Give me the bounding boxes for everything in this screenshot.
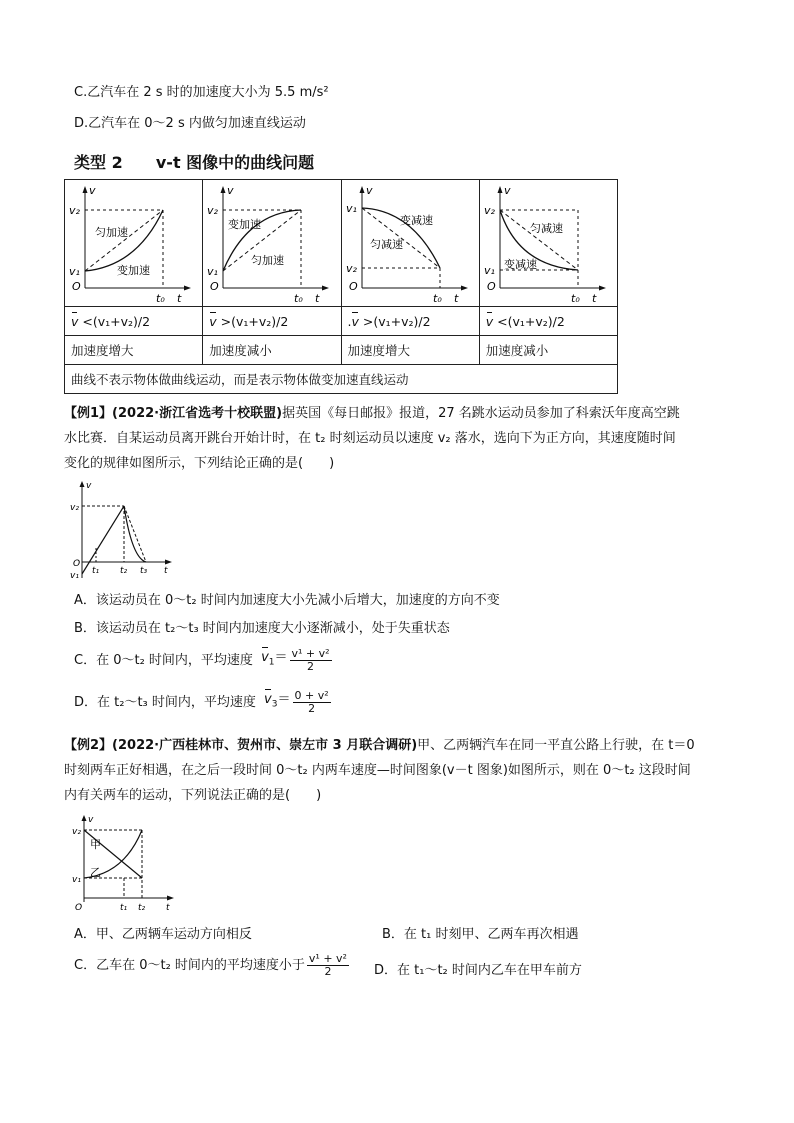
section-heading xyxy=(74,150,314,173)
axis-v-label: v xyxy=(227,184,234,197)
example-1-option-c: C．在 0～t₂ 时间内，平均速度 $v_1=$ $\frac{\text{v¹ + v²}}{2}$ xyxy=(74,647,330,673)
figure-cell-2 xyxy=(203,180,341,307)
origin-label: O xyxy=(73,559,81,569)
v1-label: v₁ xyxy=(207,265,219,278)
example-2-tag: 【例2】 xyxy=(64,738,113,753)
vt-types-table xyxy=(64,179,618,394)
figure-cell-4 xyxy=(479,180,617,307)
v1-label: v₁ xyxy=(70,571,79,581)
accel-cell-3: 加速度增大 xyxy=(341,336,479,365)
curve-label-b: 匀减速 xyxy=(369,238,403,251)
option-c-top: C.乙汽车在 2 s 时的加速度大小为 5.5 m/s² xyxy=(74,85,329,100)
accel-cell-2: 加速度减小 xyxy=(203,336,341,365)
example-2-option-a: A．甲、乙两辆车运动方向相反 xyxy=(74,927,252,942)
axis-v-label: v xyxy=(86,481,92,491)
example-1-source: (2022·浙江省选考十校联盟) xyxy=(112,406,283,421)
example-2-source: (2022·广西桂林市、贺州市、崇左市 3 月联合调研) xyxy=(112,738,418,753)
avg-cell-2: v >(v₁+v₂)/2 xyxy=(203,307,341,336)
v1-label: v₁ xyxy=(72,875,81,885)
curve-label-b: 匀加速 xyxy=(251,254,285,267)
axis-t-label: t xyxy=(177,292,182,305)
v2-label: v₂ xyxy=(70,503,79,513)
v2-label: v₂ xyxy=(207,204,219,217)
figure-cell-3 xyxy=(341,180,479,307)
origin-label: O xyxy=(72,280,81,293)
yi-label: 乙 xyxy=(90,866,101,879)
avg-cell-4: v <(v₁+v₂)/2 xyxy=(479,307,617,336)
axis-v-label: v xyxy=(89,184,96,197)
origin-label: O xyxy=(486,280,496,293)
example-1-option-a: A．该运动员在 0～t₂ 时间内加速度大小先减小后增大，加速度的方向不变 xyxy=(74,593,500,608)
section-title: v-t 图像中的曲线问题 xyxy=(155,153,315,172)
vt-graph-3 xyxy=(342,180,479,306)
avg-cell-3: .v >(v₁+v₂)/2 xyxy=(341,307,479,336)
t0-label: t₀ xyxy=(570,292,580,305)
example-2-option-c: C．乙车在 0～t₂ 时间内的平均速度小于 $\frac{\text{v¹ + v²}}{2}$ xyxy=(74,952,347,978)
v2-label: v₂ xyxy=(345,262,357,275)
vt-graph-4 xyxy=(480,180,617,306)
jia-label: 甲 xyxy=(90,838,101,851)
avg-cell-1: v <(v₁+v₂)/2 xyxy=(65,307,203,336)
accel-cell-4: 加速度减小 xyxy=(479,336,617,365)
t2-label: t₂ xyxy=(138,903,146,912)
t1-label: t₁ xyxy=(92,566,100,576)
accel-cell-1: 加速度增大 xyxy=(65,336,203,365)
origin-label: O xyxy=(75,903,83,912)
t1-label: t₁ xyxy=(120,903,128,912)
v2-label: v₂ xyxy=(483,204,495,217)
axis-v-label: v xyxy=(365,184,373,197)
example-1-tag: 【例1】 xyxy=(64,406,113,421)
t2-label: t₂ xyxy=(120,566,128,576)
example-2-graph xyxy=(70,812,182,912)
v2-label: v₂ xyxy=(72,827,81,837)
curve-label-a: 匀减速 xyxy=(529,222,563,235)
figure-cell-1 xyxy=(65,180,203,307)
axis-t-label: t xyxy=(166,903,170,912)
curve-label-b: 变减速 xyxy=(503,258,537,271)
curve-label-a: 变加速 xyxy=(228,218,262,231)
table-note: 曲线不表示物体做曲线运动，而是表示物体做变加速直线运动 xyxy=(65,365,618,394)
example-1-option-b: B．该运动员在 t₂～t₃ 时间内加速度大小逐渐减小，处于失重状态 xyxy=(74,621,450,636)
t0-label: t₀ xyxy=(294,292,303,305)
axis-v-label: v xyxy=(503,184,511,197)
v2-label: v₂ xyxy=(69,204,80,217)
v1-label: v₁ xyxy=(483,264,495,277)
example-1-graph xyxy=(68,478,180,582)
option-d-top: D.乙汽车在 0～2 s 内做匀加速直线运动 xyxy=(74,116,306,131)
example-1-stem: 【例1】(2022·浙江省选考十校联盟)据英国《每日邮报》报道，27 名跳水运动员参加了科索沃年度高空跳 水比赛．自某运动员离开跳台开始计时，在 t₂ 时刻运动员以速度 v₂ 落水，选向下为正方向，其速度随时间 变化的规律如图所示，下列结论正确的是( ) xyxy=(64,406,680,471)
curve-label-a: 匀加速 xyxy=(95,226,128,239)
axis-t-label: t xyxy=(164,566,168,576)
example-2-option-b: B．在 t₁ 时刻甲、乙两车再次相遇 xyxy=(382,927,579,942)
v1-label: v₁ xyxy=(345,202,357,215)
example-2-stem: 【例2】(2022·广西桂林市、贺州市、崇左市 3 月联合调研)甲、乙两辆汽车在同一平直公路上行驶，在 t＝0 时刻两车正好相遇，在之后一段时间 0～t₂ 内两车速度—时间图象(v－t 图象)如图所示，则在 0～t₂ 这段时间 内有关两车的运动，下列说法正确的是( ) xyxy=(64,738,695,803)
t0-label: t₀ xyxy=(156,292,165,305)
section-label: 类型 2 xyxy=(74,153,123,172)
axis-t-label: t xyxy=(453,292,458,305)
v1-label: v₁ xyxy=(69,265,80,278)
axis-v-label: v xyxy=(88,815,94,825)
curve-label-b: 变加速 xyxy=(117,264,150,277)
axis-t-label: t xyxy=(591,292,597,305)
curve-label-a: 变减速 xyxy=(399,214,433,227)
origin-label: O xyxy=(348,280,358,293)
vt-graph-1 xyxy=(65,180,202,306)
origin-label: O xyxy=(210,280,219,293)
t3-label: t₃ xyxy=(140,566,148,576)
t0-label: t₀ xyxy=(432,292,442,305)
vt-graph-2 xyxy=(203,180,340,306)
example-1-option-d: D．在 t₂～t₃ 时间内，平均速度 $v_3=$ $\frac{\text{0 + v²}}{2}$ xyxy=(74,689,329,715)
example-2-option-d: D．在 t₁～t₂ 时间内乙车在甲车前方 xyxy=(374,963,582,978)
axis-t-label: t xyxy=(315,292,320,305)
